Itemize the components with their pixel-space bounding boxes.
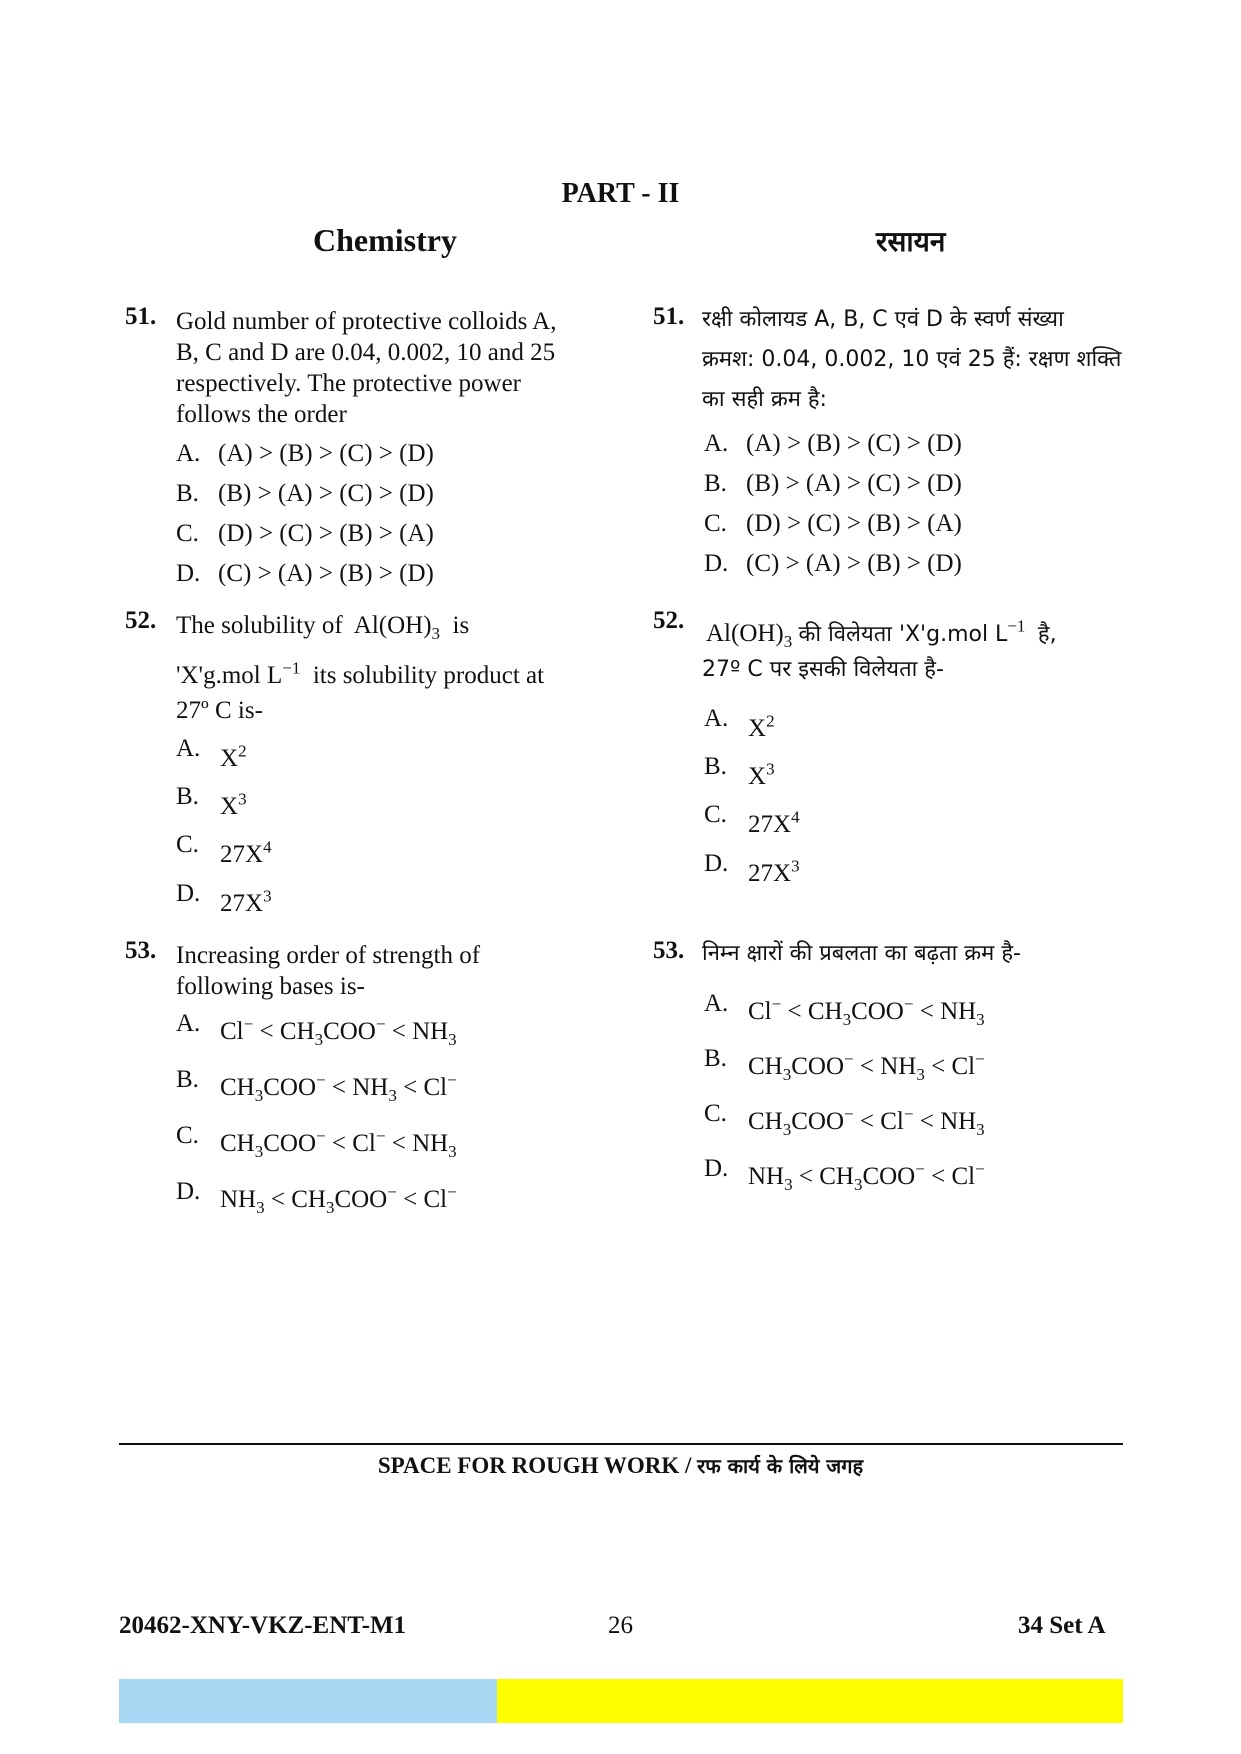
option-value: $X^2$ xyxy=(220,741,247,772)
question-line: follows the order xyxy=(176,401,347,428)
question-number: 53. xyxy=(125,937,157,964)
option-value: (A) > (B) > (C) > (D) xyxy=(218,440,434,467)
option-label: A. xyxy=(704,705,729,732)
option-value: (A) > (B) > (C) > (D) xyxy=(746,430,962,457)
option-value: (B) > (A) > (C) > (D) xyxy=(218,480,434,507)
option-value: (B) > (A) > (C) > (D) xyxy=(746,470,962,497)
question-line: The solubility of $Al(OH)_3$ is xyxy=(176,612,470,643)
color-bar-yellow xyxy=(497,1679,1123,1723)
question-line: 'X'g.mol $L^{-1}$ its solubility product at xyxy=(176,658,545,689)
option-label: A. xyxy=(704,990,729,1017)
question-text xyxy=(176,306,556,430)
question-number: 52. xyxy=(125,607,157,634)
option-label: B. xyxy=(176,1066,199,1093)
option-label: A. xyxy=(704,430,729,457)
question-line: B, C and D are 0.04, 0.002, 10 and 25 xyxy=(176,339,556,366)
option-value: $CH_3COO^- < Cl^- < NH_3$ xyxy=(220,1126,457,1161)
option-label: B. xyxy=(704,470,727,497)
option-value: $NH_3 < CH_3COO^- < Cl^-$ xyxy=(748,1159,985,1194)
option-value: $X^3$ xyxy=(220,789,247,820)
option-label: C. xyxy=(176,831,199,858)
question-number: 52. xyxy=(653,607,685,634)
option-label: B. xyxy=(704,1045,727,1072)
option-label: C. xyxy=(176,1122,199,1149)
option-value: $27X^4$ xyxy=(748,807,800,838)
page-number: 26 xyxy=(608,1612,633,1639)
option-label: C. xyxy=(704,801,727,828)
option-value: $CH_3COO^- < NH_3 < Cl^-$ xyxy=(748,1049,985,1084)
option-value: $27X^3$ xyxy=(748,856,800,887)
paper-code: 20462-XNY-VKZ-ENT-M1 xyxy=(119,1612,407,1639)
set-label: 34 Set A xyxy=(1018,1612,1106,1639)
question-line: respectively. The protective power xyxy=(176,370,521,397)
option-value: (C) > (A) > (B) > (D) xyxy=(746,550,962,577)
part-heading: PART - II xyxy=(561,178,680,209)
option-value: $NH_3 < CH_3COO^- < Cl^-$ xyxy=(220,1182,457,1217)
option-value: (C) > (A) > (B) > (D) xyxy=(218,560,434,587)
option-label: A. xyxy=(176,735,201,762)
option-label: D. xyxy=(704,850,729,877)
option-label: B. xyxy=(704,753,727,780)
option-value: $27X^3$ xyxy=(220,886,272,917)
option-value: $X^2$ xyxy=(748,711,775,742)
option-value: (D) > (C) > (B) > (A) xyxy=(218,520,434,547)
option-label: A. xyxy=(176,440,201,467)
rough-work-label: SPACE FOR ROUGH WORK / रफ कार्य के लिये जगह xyxy=(377,1453,864,1478)
rough-work-divider xyxy=(119,1443,1123,1445)
option-value: $27X^4$ xyxy=(220,837,272,868)
option-value: $Cl^- < CH_3COO^- < NH_3$ xyxy=(220,1014,457,1049)
option-label: A. xyxy=(176,1010,201,1037)
subject-title-hindi: रसायन xyxy=(876,225,946,258)
question-line: $Al(OH)_3$ की विलेयता 'X'g.mol $L^{-1}$ है, xyxy=(706,616,1057,651)
question-line: 27º C is- xyxy=(176,697,263,724)
option-label: D. xyxy=(176,1178,201,1205)
option-label: D. xyxy=(176,880,201,907)
option-value: $CH_3COO^- < Cl^- < NH_3$ xyxy=(748,1104,985,1139)
option-label: D. xyxy=(176,560,201,587)
option-value: $Cl^- < CH_3COO^- < NH_3$ xyxy=(748,994,985,1029)
option-label: D. xyxy=(704,550,729,577)
option-label: C. xyxy=(704,1100,727,1127)
option-value: (D) > (C) > (B) > (A) xyxy=(746,510,962,537)
option-label: C. xyxy=(704,510,727,537)
question-line: 27º C पर इसकी विलेयता है- xyxy=(702,657,944,682)
question-text: Increasing order of strength of following bases is- xyxy=(176,942,481,1000)
question-number: 51. xyxy=(653,303,685,330)
option-value: $CH_3COO^- < NH_3 < Cl^-$ xyxy=(220,1070,457,1105)
question-line: निम्न क्षारों की प्रबलता का बढ़ता क्रम है- xyxy=(702,941,1021,966)
option-value: $X^3$ xyxy=(748,759,775,790)
option-label: D. xyxy=(704,1155,729,1182)
option-label: B. xyxy=(176,783,199,810)
color-bar-blue xyxy=(119,1679,497,1723)
question-number: 51. xyxy=(125,303,157,330)
subject-title-english: Chemistry xyxy=(313,222,457,258)
option-label: C. xyxy=(176,520,199,547)
question-line: Gold number of protective colloids A, xyxy=(176,308,557,335)
question-number: 53. xyxy=(653,937,685,964)
option-label: B. xyxy=(176,480,199,507)
question-text: रक्षी कोलायड A, B, C एवं D के स्वर्ण संख्या क्रमश: 0.04, 0.002, 10 एवं 25 हैं: रक्षण शक्ति का सही क्रम है: xyxy=(702,307,1122,412)
